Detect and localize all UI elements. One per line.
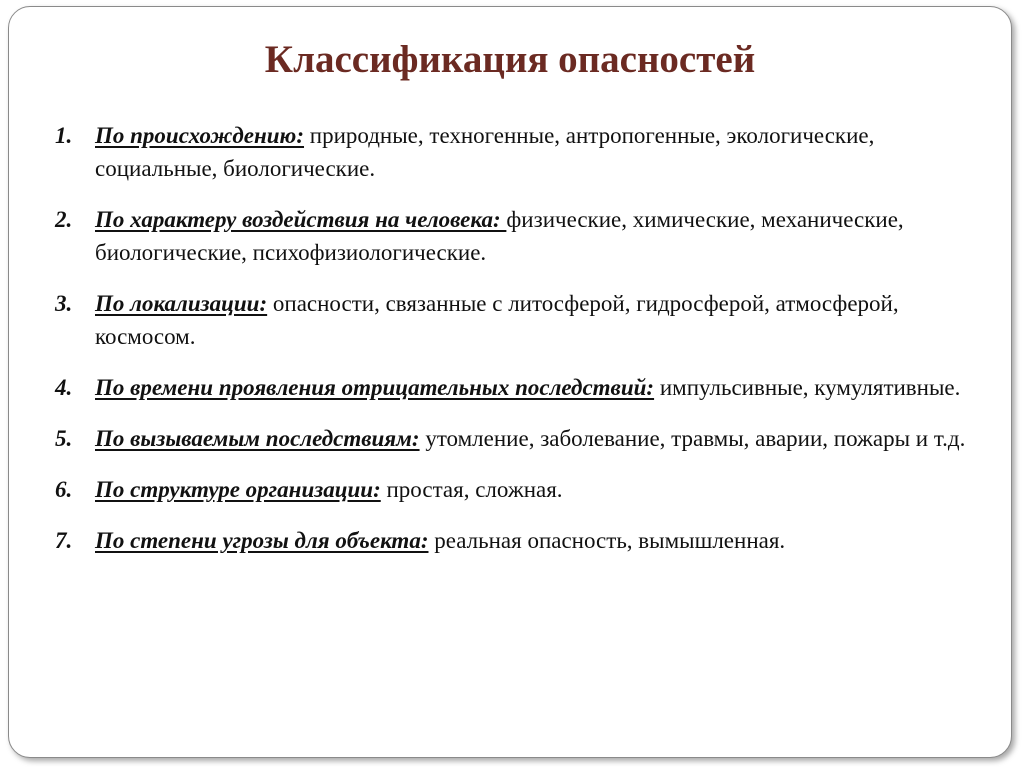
classification-list xyxy=(55,119,995,575)
list-item xyxy=(55,524,995,557)
item-number: 7. xyxy=(55,528,73,553)
list-item xyxy=(55,119,995,185)
list-item xyxy=(55,473,995,506)
item-text: реальная опасность, вымышленная. xyxy=(428,528,786,553)
item-number: 6. xyxy=(55,477,73,502)
item-number: 1. xyxy=(55,123,73,148)
item-number: 4. xyxy=(55,375,73,400)
item-text: опасности, связанные с литосферой, гидросферой, атмосферой, космосом. xyxy=(95,291,899,349)
item-text: импульсивные, кумулятивные. xyxy=(654,375,961,400)
item-number: 5. xyxy=(55,426,73,451)
item-number: 2. xyxy=(55,207,73,232)
item-heading: По степени угрозы для объекта: xyxy=(95,528,429,553)
item-number: 3. xyxy=(55,291,73,316)
item-text: утомление, заболевание, травмы, аварии, пожары и т.д. xyxy=(419,426,966,451)
list-item xyxy=(55,287,995,353)
item-heading: По структуре организации: xyxy=(95,477,381,502)
list-item xyxy=(55,371,995,404)
item-text: природные, техногенные, антропогенные, экологические, социальные, биологические. xyxy=(95,123,875,181)
item-heading: По происхождению: xyxy=(95,123,305,148)
item-heading: По вызываемым последствиям: xyxy=(95,426,420,451)
slide-title: Классификация опасностей xyxy=(264,38,756,81)
list-item xyxy=(55,422,995,455)
item-text: простая, сложная. xyxy=(380,477,563,502)
item-heading: По времени проявления отрицательных последствий: xyxy=(95,375,655,400)
item-heading: По локализации: xyxy=(95,291,268,316)
slide-frame xyxy=(8,6,1012,758)
item-heading: По характеру воздействия на человека: xyxy=(95,207,507,232)
list-item xyxy=(55,203,995,269)
item-text: физические, химические, механические, биологические, психофизиологические. xyxy=(95,207,904,265)
